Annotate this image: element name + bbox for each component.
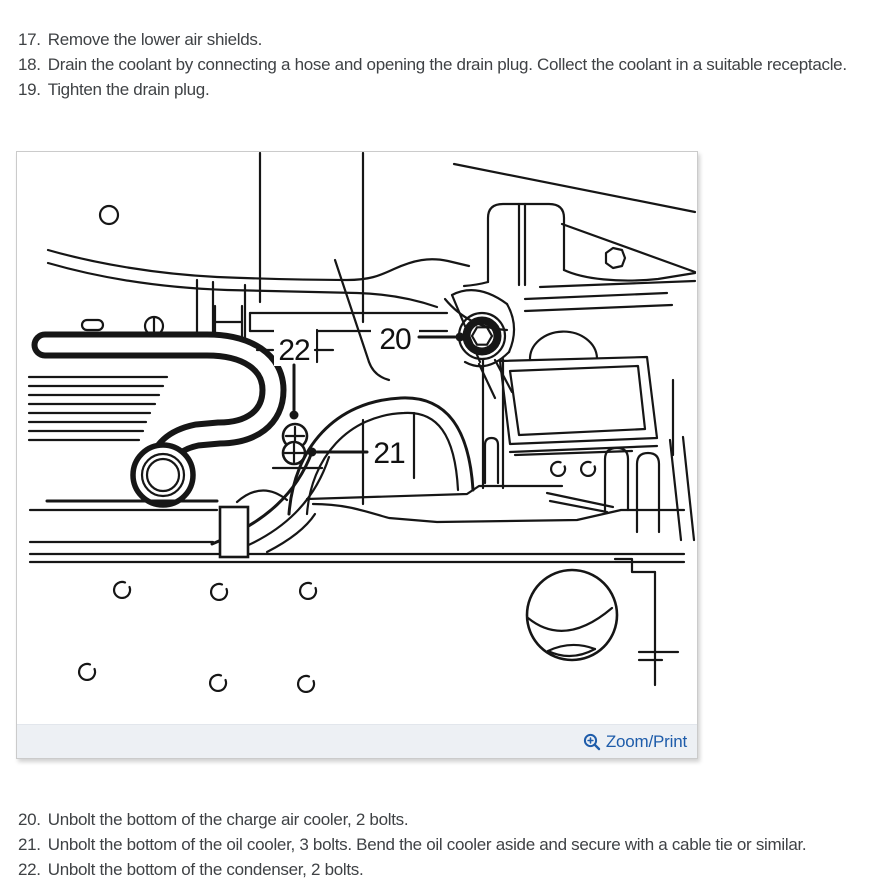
- step-number: 17.: [18, 30, 41, 49]
- step-number: 22.: [18, 860, 41, 879]
- step-18: [18, 52, 891, 77]
- step-text: Unbolt the bottom of the condenser, 2 bolts.: [47, 860, 364, 879]
- step-number: 19.: [18, 80, 41, 99]
- zoom-print-label: Zoom/Print: [605, 731, 687, 751]
- screws-22-21: [273, 424, 322, 468]
- zoom-print-link[interactable]: [583, 732, 687, 752]
- radiator-fins: [29, 377, 167, 440]
- step-20: [18, 807, 891, 832]
- step-text: Unbolt the bottom of the charge air cooler, 2 bolts.: [47, 810, 409, 829]
- step-number: 18.: [18, 55, 41, 74]
- mid-clips: [551, 462, 595, 476]
- engine-diagram-svg: [17, 152, 697, 724]
- step-text: Remove the lower air shields.: [47, 30, 263, 49]
- step-17: [18, 27, 891, 52]
- bottom-clips: [79, 582, 316, 692]
- step-19: [18, 77, 891, 102]
- lower-beam: [30, 486, 684, 562]
- figure-footer: [17, 724, 697, 758]
- callout-20-label: 20: [379, 323, 411, 356]
- bolt-20: [459, 313, 505, 359]
- callout-21: [308, 413, 415, 478]
- step-text: Unbolt the bottom of the oil cooler, 3 bolts. Bend the oil cooler aside and secure with a cable tie or similar.: [47, 835, 807, 854]
- step-21: [18, 832, 891, 857]
- reservoir-dome: [445, 204, 695, 330]
- drain-cap: [527, 570, 617, 660]
- radiator-hose: [45, 345, 273, 505]
- instruction-list-top: [18, 27, 891, 102]
- callout-21-label: 21: [373, 437, 405, 470]
- mount-tab: [220, 507, 248, 557]
- step-text: Tighten the drain plug.: [47, 80, 210, 99]
- step-number: 21.: [18, 835, 41, 854]
- callout-22-label: 22: [278, 334, 310, 367]
- callout-20: [371, 316, 465, 356]
- cooler-end-panel: [500, 332, 673, 455]
- step-22: [18, 857, 891, 882]
- figure-panel: [16, 151, 698, 759]
- step-text: Drain the coolant by connecting a hose and opening the drain plug. Collect the coolant in a suitable receptacle.: [47, 55, 847, 74]
- instruction-list-bottom: [18, 807, 891, 882]
- figure-image: [17, 152, 697, 724]
- step-number: 20.: [18, 810, 41, 829]
- magnifier-plus-icon: [583, 733, 601, 751]
- right-tabs: [605, 448, 659, 532]
